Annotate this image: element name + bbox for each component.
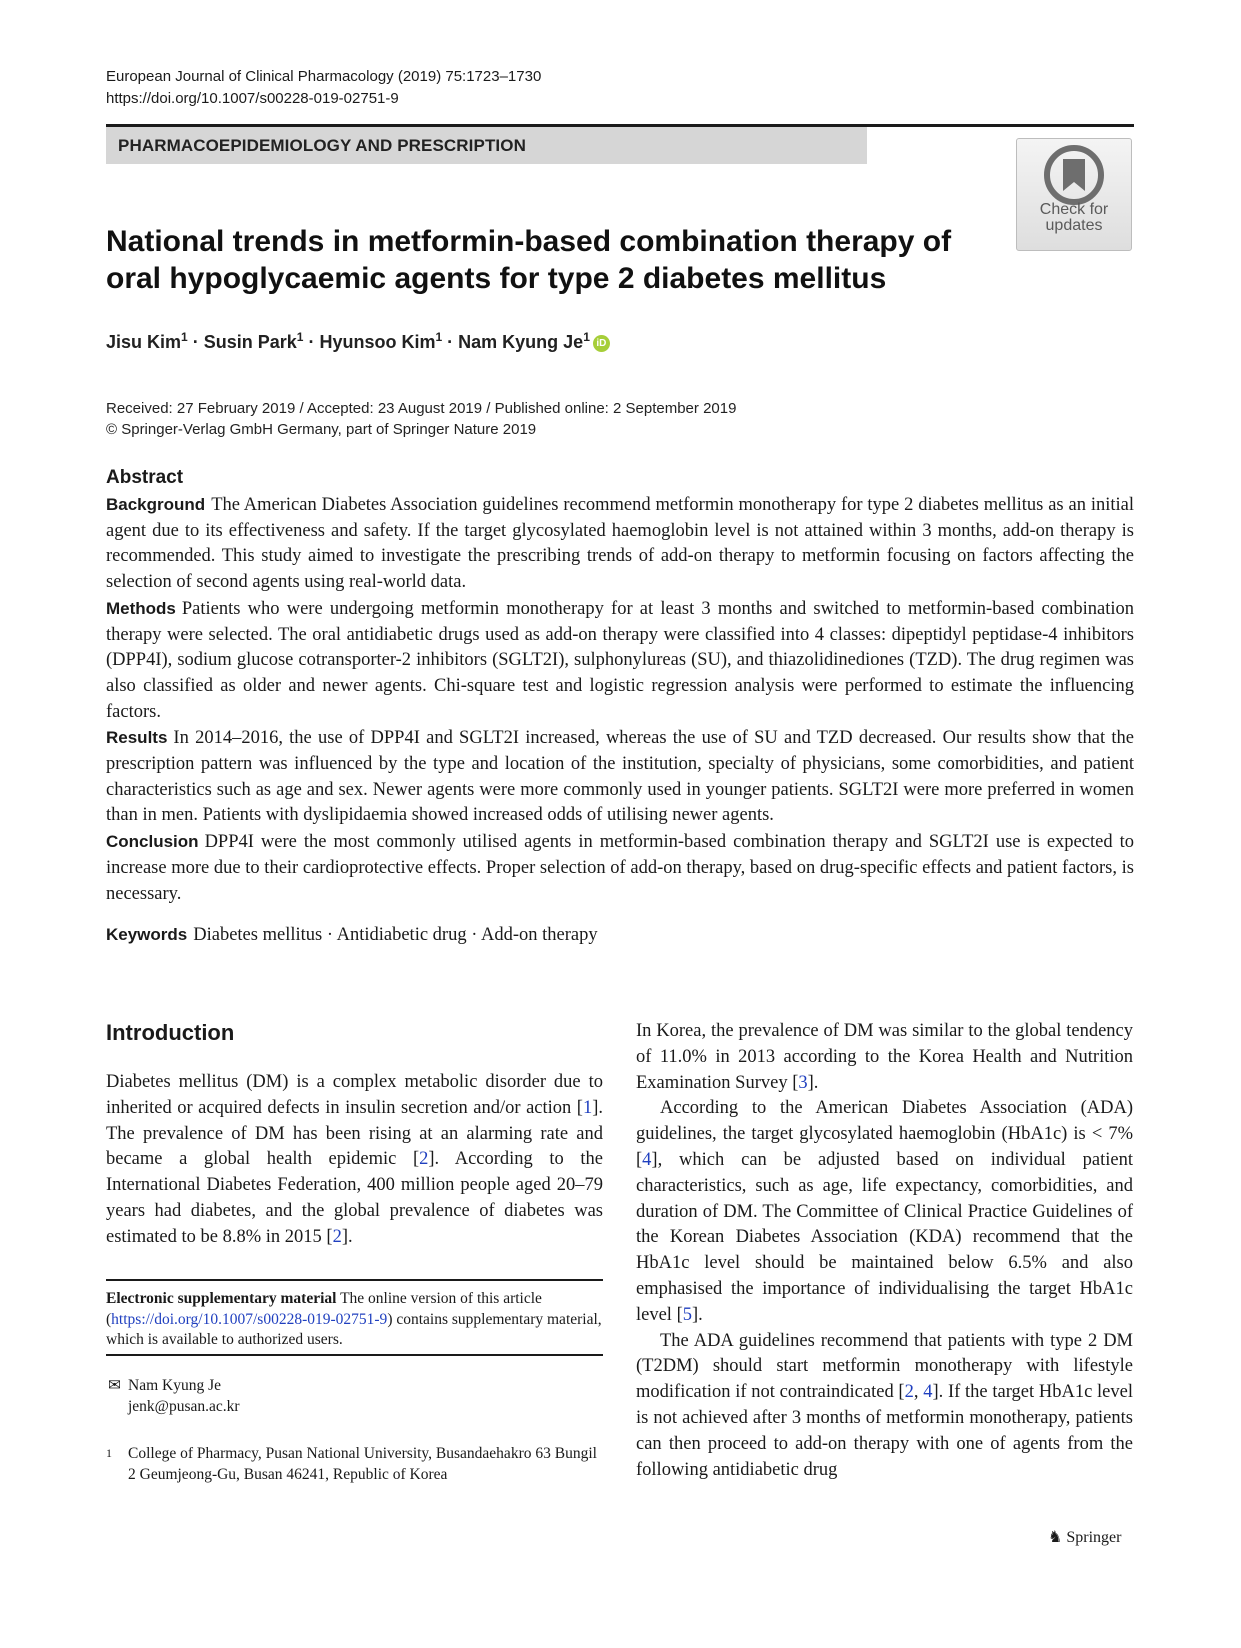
background-text: The American Diabetes Association guidelines recommend metformin monotherapy for type 2 diabetes mellitus as an initial agent due to its effectiveness and safety. If the target glycosylated haemoglobin level is not attained within 3 months, add-on therapy is recommended. This study aimed to investigate the prescribing trends of add-on therapy to metformin focusing on factors affecting the selection of second agents using real-world data. <box>106 495 1134 593</box>
publication-dates <box>106 398 736 440</box>
esm-text: The online version of this article ( <box>106 1290 542 1328</box>
corresponding-author <box>108 1375 240 1417</box>
author-name[interactable]: Susin Park <box>203 332 297 352</box>
text-run: ]. If the target HbA1c level is not achieved after 3 months of metformin monotherapy, patients can then proceed to add-on therapy with one of agents from the following antidiabetic drug <box>636 1382 1133 1480</box>
citation-link[interactable]: 1 <box>582 1097 593 1118</box>
author-affil-mark: 1 <box>181 330 188 344</box>
abstract-section <box>106 466 1134 907</box>
text-run: Diabetes mellitus (DM) is a complex metabolic disorder due to inherited or acquired defects in insulin secretion and/or action [ <box>106 1072 603 1118</box>
author-name[interactable]: Jisu Kim <box>106 332 182 352</box>
methods-label: Methods <box>106 598 176 618</box>
article-title: National trends in metformin-based combination therapy of oral hypoglycaemic agents for type 2 diabetes mellitus <box>106 225 952 295</box>
dates-line: Received: 27 February 2019 / Accepted: 23 August 2019 / Published online: 2 September 2019 <box>106 400 737 417</box>
intro-left-column <box>106 1070 603 1251</box>
esm-top-rule <box>106 1279 603 1281</box>
springer-horse-icon: ♞ <box>1048 1529 1063 1546</box>
text-run: ]. <box>692 1304 703 1325</box>
text-run: The ADA guidelines recommend that patients with type 2 DM (T2DM) should start metformin monotherapy with lifestyle modification if not contraindicated [ <box>636 1330 1133 1403</box>
keywords-label: Keywords <box>106 925 188 944</box>
abstract-heading: Abstract <box>106 467 184 488</box>
methods-text: Patients who were undergoing metformin monotherapy for at least 3 months and switched to metformin-based combination therapy were selected. The oral antidiabetic drugs used as add-on therapy were classified into 4 classes: dipeptidyl peptidase-4 inhibitors (DPP4I), sodium glucose cotransporter-2 inhibitors (SGLT2I), sulphonylureas (SU), and thiazolidinediones (TZD). The drug regimen was also classified as older and newer agents. Chi-square test and logistic regression analysis were performed to estimate the influencing factors. <box>106 598 1134 722</box>
author-name[interactable]: Hyunsoo Kim <box>319 332 436 352</box>
affiliation-number: 1 <box>106 1446 112 1460</box>
keywords-text: Diabetes mellitus · Antidiabetic drug · Add-on therapy <box>193 925 598 945</box>
citation-link[interactable]: 2 <box>419 1149 429 1170</box>
section-banner <box>106 127 867 164</box>
abstract-methods <box>106 596 1134 726</box>
intro-right-column <box>636 1019 1133 1483</box>
author-affil-mark: 1 <box>296 330 304 344</box>
citation-link[interactable]: 5 <box>682 1304 692 1325</box>
publisher-logo <box>1048 1527 1121 1547</box>
esm-text: ) contains supplementary material, which is available to authorized users. <box>106 1310 602 1348</box>
conclusion-text: DPP4I were the most commonly utilised agents in metformin-based combination therapy and SGLT2I use is expected to increase more due to their cardioprotective effects. Proper selection of add-on therapy, based on drug-specific effects and patient factors, is necessary. <box>106 832 1134 904</box>
bookmark-circle-icon <box>1044 145 1104 205</box>
orcid-icon[interactable]: iD <box>593 335 610 352</box>
envelope-icon: ✉ <box>108 1377 121 1394</box>
journal-header <box>106 66 541 110</box>
text-run: , <box>913 1382 924 1403</box>
intro-paragraph <box>636 1329 1133 1484</box>
journal-citation: European Journal of Clinical Pharmacology (2019) 75:1723–1730 <box>106 68 542 85</box>
esm-label: Electronic supplementary material <box>106 1290 337 1307</box>
esm-bottom-rule <box>106 1354 603 1356</box>
affiliation <box>106 1443 603 1485</box>
journal-doi[interactable]: https://doi.org/10.1007/s00228-019-02751-9 <box>106 90 399 107</box>
text-run: ]. <box>807 1072 819 1093</box>
check-for-updates-button[interactable] <box>1016 138 1132 251</box>
publisher-name: Springer <box>1066 1529 1122 1546</box>
author-name[interactable]: Nam Kyung Je <box>458 332 584 352</box>
text-run: ], which can be adjusted based on individual patient characteristics, such as age, life expectancy, comorbidities, and duration of DM. The Committee of Clinical Practice Guidelines of the Korean Diabetes Association (KDA) recommend that the HbA1c level should be maintained below 6.5% and also emphasised the importance of individualising the target HbA1c level [ <box>636 1149 1133 1325</box>
abstract-background <box>106 492 1134 596</box>
citation-link[interactable]: 4 <box>923 1382 933 1403</box>
copyright-line: © Springer-Verlag GmbH Germany, part of Springer Nature 2019 <box>106 421 537 438</box>
citation-link[interactable]: 2 <box>332 1226 342 1247</box>
section-label: PHARMACOEPIDEMIOLOGY AND PRESCRIPTION <box>118 136 526 155</box>
citation-link[interactable]: 3 <box>798 1072 808 1093</box>
author-affil-mark: 1 <box>583 330 590 344</box>
author-affil-mark: 1 <box>435 330 443 344</box>
intro-heading: Introduction <box>106 1020 235 1045</box>
citation-link[interactable]: 4 <box>642 1149 652 1170</box>
affiliation-text: College of Pharmacy, Pusan National University, Busandaehakro 63 Bungil 2 Geumjeong-Gu, Busan 46241, Republic of Korea <box>128 1445 597 1483</box>
intro-paragraph <box>636 1019 1133 1096</box>
abstract-results <box>106 725 1134 829</box>
contact-name: Nam Kyung Je <box>128 1377 221 1394</box>
text-run: ]. The prevalence of DM has been rising at an alarming rate and became a global health epidemic [ <box>106 1097 603 1170</box>
supplementary-note <box>106 1289 603 1351</box>
esm-link[interactable]: https://doi.org/10.1007/s00228-019-02751-9 <box>111 1310 388 1328</box>
citation-link[interactable]: 2 <box>904 1382 914 1403</box>
abstract-conclusion <box>106 829 1134 907</box>
intro-paragraph <box>636 1096 1133 1328</box>
intro-paragraph <box>106 1070 603 1251</box>
contact-email[interactable]: jenk@pusan.ac.kr <box>128 1398 240 1415</box>
author-list: Jisu Kim$^1$ · Susin Park$^1$ · Hyunsoo Kim$^1$ · Nam Kyung Je$^1$ iD <box>106 332 610 353</box>
check-updates-line1: Check for <box>1039 201 1109 218</box>
results-label: Results <box>106 728 168 748</box>
text-run: ]. <box>341 1226 353 1247</box>
check-updates-line2: updates <box>1045 217 1103 234</box>
background-label: Background <box>106 495 206 514</box>
conclusion-label: Conclusion <box>106 832 199 852</box>
keywords <box>106 925 598 946</box>
text-run: ]. According to the International Diabetes Federation, 400 million people aged 20–79 years had diabetes, and the global prevalence of diabetes was estimated to be 8.8% in 2015 [ <box>106 1149 603 1247</box>
results-text: In 2014–2016, the use of DPP4I and SGLT2I increased, whereas the use of SU and TZD decreased. Our results show that the prescription pattern was influenced by the type and location of the institution, specialty of physicians, some comorbidities, and patient characteristics such as age and sex. Newer agents were more commonly used in younger patients. SGLT2I were more preferred in women than in men. Patients with dyslipidaemia showed increased odds of utilising newer agents. <box>106 728 1134 826</box>
text-run: According to the American Diabetes Association (ADA) guidelines, the target glycosylated haemoglobin (HbA1c) is < 7% [ <box>636 1098 1133 1170</box>
text-run: In Korea, the prevalence of DM was similar to the global tendency of 11.0% in 2013 according to the Korea Health and Nutrition Examination Survey [ <box>636 1021 1133 1093</box>
